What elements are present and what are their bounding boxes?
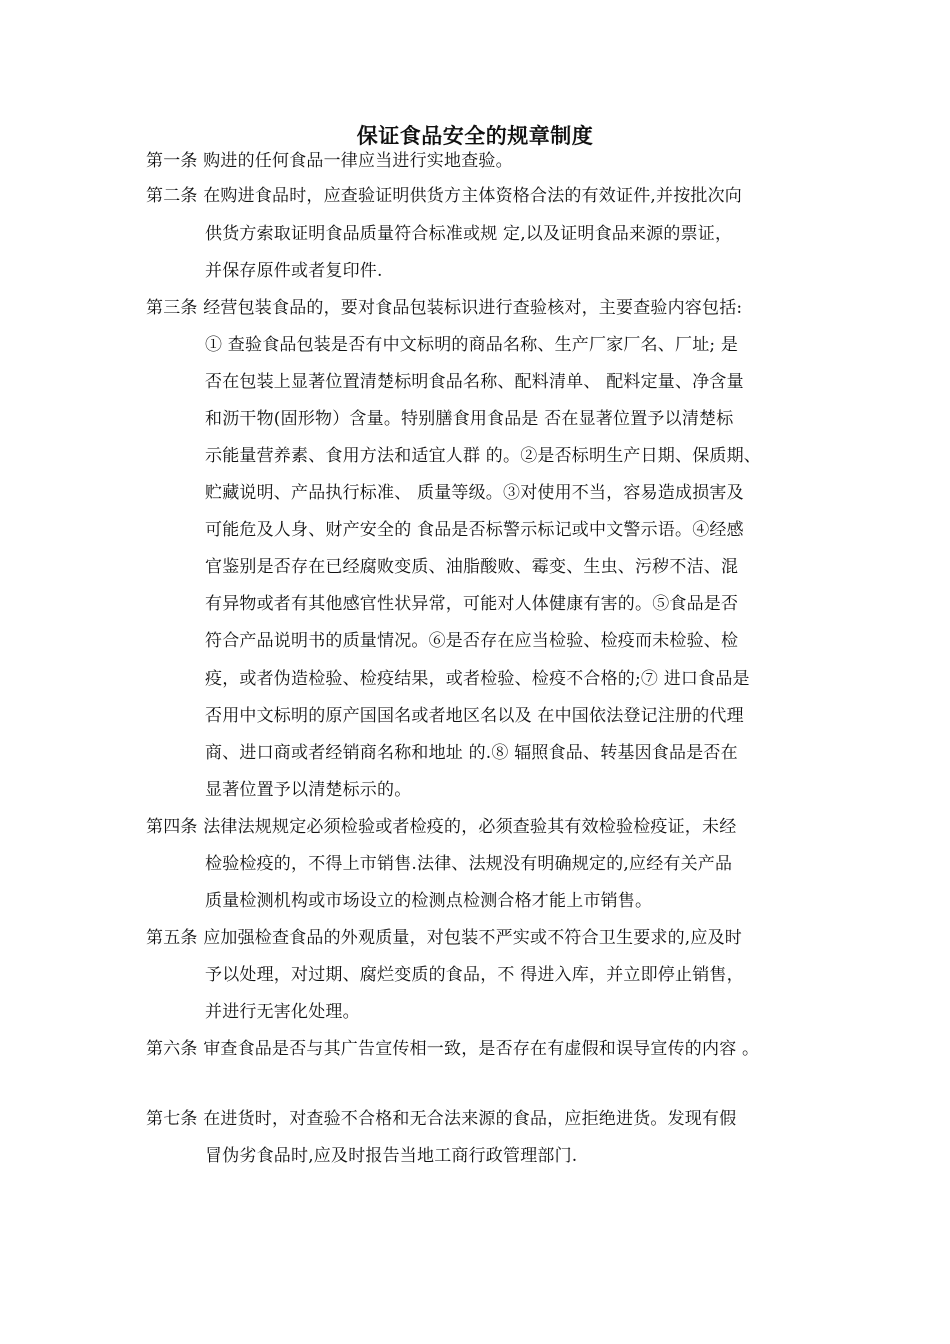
article-2-line-1: 第二条 在购进食品时，应查验证明供货方主体资格合法的有效证件,并按批次向 — [146, 186, 743, 206]
article-2-line-2: 供货方索取证明食品质量符合标准或规 定,以及证明食品来源的票证， — [205, 224, 733, 244]
article-7-line-1: 第七条 在进货时，对查验不合格和无合法来源的食品，应拒绝进货。发现有假 — [146, 1109, 737, 1129]
article-3-line-2: ① 查验食品包装是否有中文标明的商品名称、生产厂家厂名、厂址; 是 — [205, 335, 739, 355]
article-3-line-12: 否用中文标明的原产国国名或者地区名以及 在中国依法登记注册的代理 — [205, 706, 744, 726]
article-3-line-5: 示能量营养素、食用方法和适宜人群 的。②是否标明生产日期、保质期、 — [205, 446, 762, 466]
article-6-line-1: 第六条 审查食品是否与其广告宣传相一致，是否存在有虚假和误导宣传的内容 。 — [146, 1039, 760, 1059]
article-1-line-1: 第一条 购进的任何食品一律应当进行实地查验。 — [146, 151, 513, 171]
article-3-line-1: 第三条 经营包装食品的，要对食品包装标识进行查验核对，主要查验内容包括: — [146, 298, 743, 318]
article-5-line-3: 并进行无害化处理。 — [205, 1002, 360, 1022]
article-7-line-2: 冒伪劣食品时,应及时报告当地工商行政管理部门. — [205, 1146, 578, 1166]
document-title: 保证食品安全的规章制度 — [356, 124, 594, 148]
article-3-line-8: 官鉴别是否存在已经腐败变质、油脂酸败、霉变、生虫、污秽不洁、混 — [205, 557, 739, 577]
article-3-line-10: 符合产品说明书的质量情况。⑥是否存在应当检验、检疫而未检验、检 — [205, 631, 739, 651]
article-4-line-2: 检验检疫的，不得上市销售.法律、法规没有明确规定的,应经有关产品 — [205, 854, 733, 874]
article-3-line-11: 疫，或者伪造检验、检疫结果，或者检验、检疫不合格的;⑦ 进口食品是 — [205, 669, 750, 689]
article-5-line-1: 第五条 应加强检查食品的外观质量，对包装不严实或不符合卫生要求的,应及时 — [146, 928, 743, 948]
article-3-line-7: 可能危及人身、财产安全的 食品是否标警示标记或中文警示语。④经感 — [205, 520, 744, 540]
article-2-line-3: 并保存原件或者复印件. — [205, 261, 383, 281]
article-3-line-3: 否在包装上显著位置清楚标明食品名称、配料清单、 配料定量、净含量 — [205, 372, 744, 392]
article-3-line-4: 和沥干物(固形物）含量。特别膳食用食品是 否在显著位置予以清楚标 — [205, 409, 734, 429]
article-3-line-13: 商、进口商或者经销商名称和地址 的.⑧ 辐照食品、转基因食品是否在 — [205, 743, 738, 763]
article-3-line-6: 贮藏说明、产品执行标准、 质量等级。③对使用不当，容易造成损害及 — [205, 483, 744, 503]
article-3-line-9: 有异物或者有其他感官性状异常，可能对人体健康有害的。⑤食品是否 — [205, 594, 739, 614]
article-3-line-14: 显著位置予以清楚标示的。 — [205, 780, 412, 800]
article-4-line-1: 第四条 法律法规规定必须检验或者检疫的，必须查验其有效检验检疫证，未经 — [146, 817, 737, 837]
article-5-line-2: 予以处理，对过期、腐烂变质的食品，不 得进入库，并立即停止销售， — [205, 965, 744, 985]
article-4-line-3: 质量检测机构或市场设立的检测点检测合格才能上市销售。 — [205, 891, 653, 911]
